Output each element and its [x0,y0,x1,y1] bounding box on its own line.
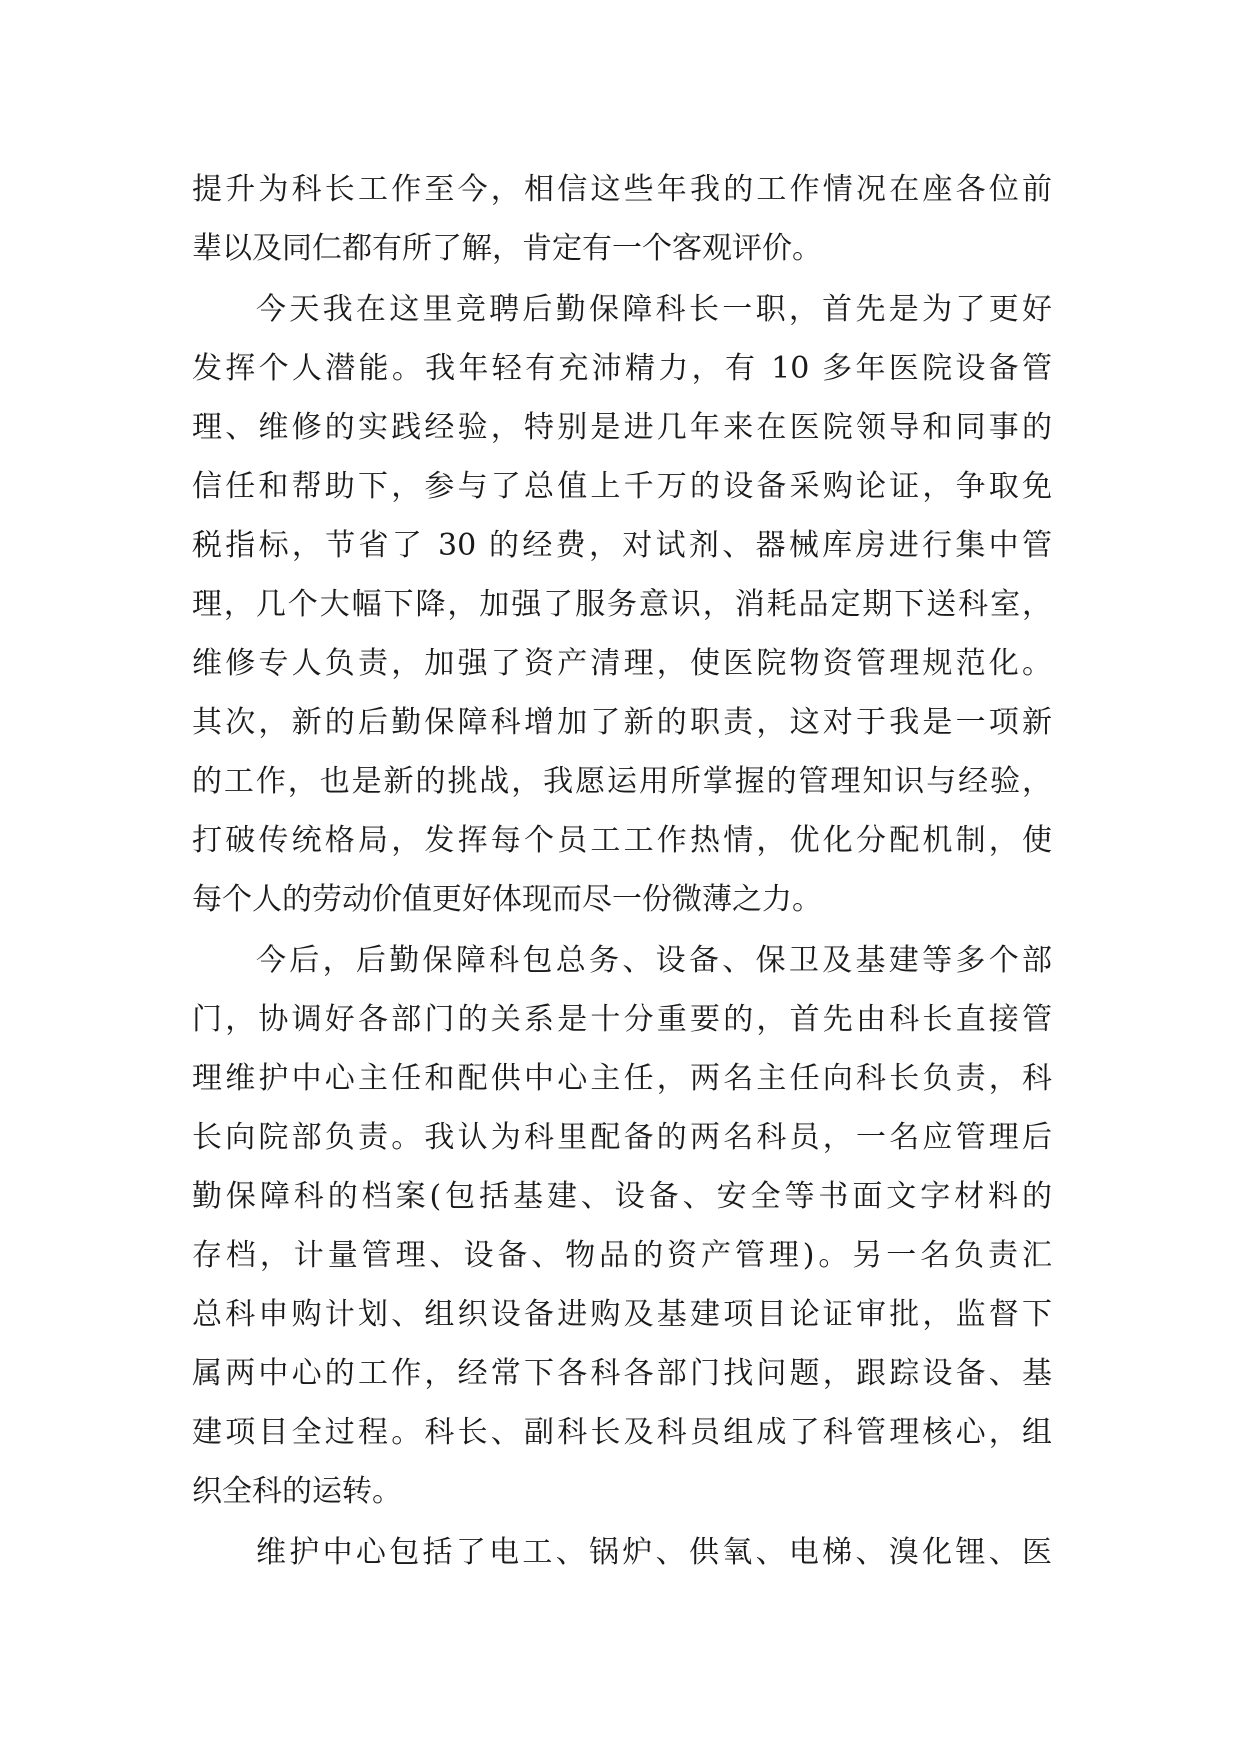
text-line: 长向院部负责。我认为科里配备的两名科员，一名应管理后 [192,1120,1052,1155]
text-line: 的工作，也是新的挑战，我愿运用所掌握的管理知识与经验， [192,764,1052,799]
text-line: 存档，计量管理、设备、物品的资产管理)。另一名负责汇 [192,1238,1052,1273]
text-line: 维修专人负责，加强了资产清理，使医院物资管理规范化。 [192,646,1052,681]
text-line: 税指标，节省了 30 的经费，对试剂、器械库房进行集中管 [192,528,1052,563]
paragraph-start-line: 维护中心包括了电工、锅炉、供氧、电梯、溴化锂、医 [256,1535,1052,1570]
text-line: 门，协调好各部门的关系是十分重要的，首先由科长直接管 [192,1002,1052,1037]
text-line: 理、维修的实践经验，特别是进几年来在医院领导和同事的 [192,410,1052,445]
body-text [192,160,1052,1582]
text-line: 每个人的劳动价值更好体现而尽一份微薄之力。 [192,882,822,917]
text-line: 打破传统格局，发挥每个员工工作热情，优化分配机制，使 [192,823,1052,858]
paragraph-start-line: 今天我在这里竞聘后勤保障科长一职，首先是为了更好 [256,292,1052,327]
text-line: 信任和帮助下，参与了总值上千万的设备采购论证，争取免 [192,469,1052,504]
text-line: 织全科的运转。 [192,1474,402,1509]
text-line: 建项目全过程。科长、副科长及科员组成了科管理核心，组 [192,1415,1052,1450]
text-line: 提升为科长工作至今，相信这些年我的工作情况在座各位前 [192,172,1052,207]
text-line: 理维护中心主任和配供中心主任，两名主任向科长负责，科 [192,1061,1052,1096]
text-line: 其次，新的后勤保障科增加了新的职责，这对于我是一项新 [192,705,1052,740]
paragraph-start-line: 今后，后勤保障科包总务、设备、保卫及基建等多个部 [256,943,1052,978]
text-line: 总科申购计划、组织设备进购及基建项目论证审批，监督下 [192,1297,1052,1332]
text-line: 发挥个人潜能。我年轻有充沛精力，有 10 多年医院设备管 [192,351,1052,386]
text-line: 辈以及同仁都有所了解，肯定有一个客观评价。 [192,231,822,266]
text-line: 勤保障科的档案(包括基建、设备、安全等书面文字材料的 [192,1179,1052,1214]
text-line: 理，几个大幅下降，加强了服务意识，消耗品定期下送科室， [192,587,1052,622]
text-line: 属两中心的工作，经常下各科各部门找问题，跟踪设备、基 [192,1356,1052,1391]
